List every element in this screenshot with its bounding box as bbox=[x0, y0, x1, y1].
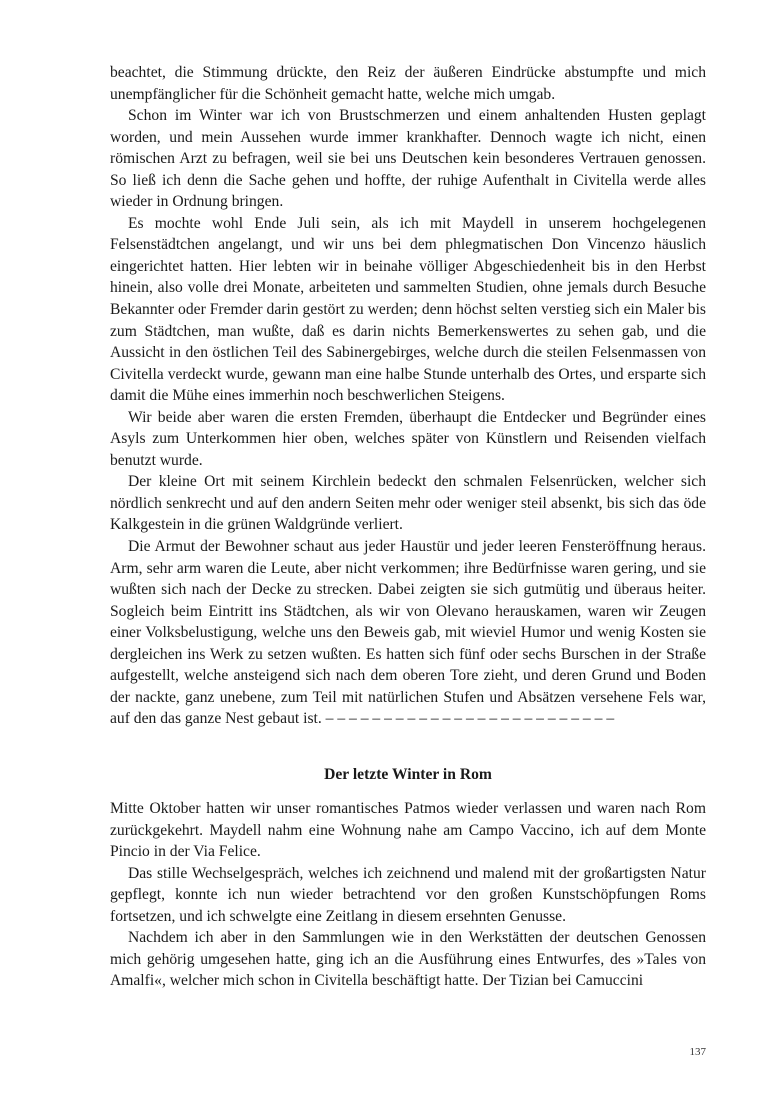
section-heading: Der letzte Winter in Rom bbox=[324, 765, 492, 783]
paragraph-4: Wir beide aber waren die ersten Fremden, überhaupt die Entdecker und Begründer eines Asyls zum Unterkommen hier oben, welches später von Künstlern und Reisenden vielfach benutzt wurde. bbox=[110, 408, 706, 469]
page-number: 137 bbox=[689, 1046, 706, 1058]
paragraph-9: Nachdem ich aber in den Sammlungen wie in den Werkstätten der deutschen Genossen mich gehörig umgesehen hatte, ging ich an die Ausführung eines Entwurfes, des »Tales von Amalfi«, welcher mich schon in Civitella beschäftigt hatte. Der Tizian bei Camuccini bbox=[110, 929, 706, 990]
paragraph-7: Mitte Oktober hatten wir unser romantisches Patmos wieder verlassen und waren nach Rom zurückgekehrt. Maydell nahm eine Wohnung nahe am Campo Vaccino, ich auf dem Monte Pincio in der Via Felice. bbox=[110, 799, 706, 861]
paragraph-5: Der kleine Ort mit seinem Kirchlein bedeckt den schmalen Felsenrücken, welcher sich nördlich senkrecht und auf den andern Seiten mehr oder weniger steil absenkt, bis sich das öde Kalkgestein in die grünen Waldgründe verliert. bbox=[110, 473, 706, 534]
paragraph-8: Das stille Wechselgespräch, welches ich zeichnend und malend mit der großartigsten Natur gepflegt, konnte ich nun wieder betrachtend vor den großen Kunstschöpfungen Roms fortsetzen, und ich schwelgte eine Zeitlang in diesem ersehnten Genusse. bbox=[110, 864, 706, 925]
paragraph-3: Es mochte wohl Ende Juli sein, als ich mit Maydell in unserem hochgelegenen Felsenstädtchen angelangt, und wir uns bei dem phlegmatischen Don Vincenzo häuslich eingerichtet hatten. Hier lebten wir in beinahe völliger Abgeschiedenheit bis in den Herbst hinein, also volle drei Monate, arbeiteten und sammelten Studien, ohne jemals durch Besuche Bekannter oder Fremder darin gestört zu werden; denn höchst selten verstieg sich ein Maler bis zum Städtchen, man wußte, daß es darin nichts Bemerkenswertes zu sehen gab, und die Aussicht in den östlichen Teil des Sabinergebirges, welche durch die steilen Felsenmassen von Civitella verdeckt wurde, gewann man eine halbe Stunde unterhalb des Ortes, und ersparte sich damit die Mühe eines immerhin noch beschwerlichen Steigens. bbox=[110, 214, 706, 405]
paragraph-6: Die Armut der Bewohner schaut aus jeder Haustür und jeder leeren Fensteröffnung heraus. Arm, sehr arm waren die Leute, aber nicht verkommen; ihre Bedürfnisse waren gering, und sie wußten sich nach der Decke zu strecken. Dabei zeigten sie sich gutmütig und überaus heiter. Sogleich beim Eintritt ins Städtchen, als wir von Olevano herauskamen, waren wir Zeugen einer Volksbelustigung, welche uns den Beweis gab, mit wieviel Humor und wenig Kosten sie dergleichen ins Werk zu setzen wußten. Es hatten sich fünf oder sechs Burschen in der Straße aufgestellt, welche ansteigend sich nach dem oberen Tore zieht, und deren Grund und Boden der nackte, ganz unebene, zum Teil mit natürlichen Stufen und Absätzen versehene Fels war, auf den das ganze Nest gebaut ist. – – – – – – – – – – – – – – – – – – – – – – – – – bbox=[110, 538, 706, 728]
paragraph-1: beachtet, die Stimmung drückte, den Reiz der äußeren Eindrücke abstumpfte und mich unempfänglicher für die Schönheit gemacht hatte, welche mich umgab. bbox=[110, 64, 706, 103]
paragraph-2: Schon im Winter war ich von Brustschmerzen und einem anhaltenden Husten geplagt worden, und mein Aussehen wurde immer krankhafter. Dennoch wagte ich nicht, einen römischen Arzt zu befragen, weil sie bei uns Deutschen kein besonderes Vertrauen genossen. So ließ ich denn die Sache gehen und hoffte, der ruhige Aufenthalt in Civitella werde alles wieder in Ordnung bringen. bbox=[110, 107, 706, 211]
page-body bbox=[110, 62, 706, 992]
